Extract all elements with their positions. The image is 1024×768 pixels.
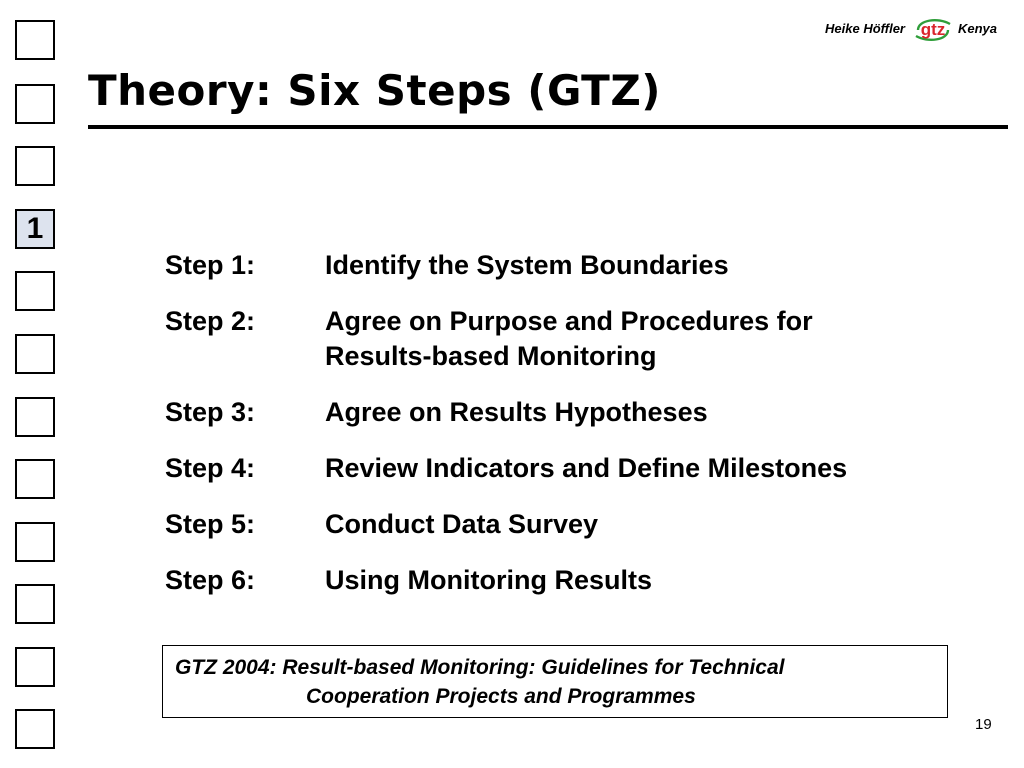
- step-text: Using Monitoring Results: [325, 565, 652, 595]
- step-text: Agree on Results Hypotheses: [325, 397, 708, 427]
- steps-list: [165, 248, 965, 598]
- nav-box[interactable]: [15, 84, 55, 124]
- step-item: [165, 395, 965, 430]
- nav-box[interactable]: [15, 20, 55, 60]
- nav-box[interactable]: [15, 146, 55, 186]
- step-text: Conduct Data Survey: [325, 509, 599, 539]
- step-label: Step 6:: [165, 565, 256, 595]
- author-location: Kenya: [958, 21, 998, 36]
- step-item: [165, 304, 965, 374]
- gtz-logo: [910, 18, 956, 42]
- step-text-line2: Results-based Monitoring: [325, 341, 657, 371]
- nav-box[interactable]: [15, 584, 55, 624]
- step-label: Step 3:: [165, 397, 256, 427]
- nav-box[interactable]: [15, 522, 55, 562]
- title-underline: [88, 125, 1008, 129]
- nav-box[interactable]: [15, 271, 55, 311]
- nav-box[interactable]: [15, 647, 55, 687]
- nav-box[interactable]: [15, 709, 55, 749]
- step-label: Step 1:: [165, 250, 256, 280]
- nav-box[interactable]: [15, 397, 55, 437]
- step-item: [165, 563, 965, 598]
- step-item: [165, 248, 965, 283]
- step-text-line1: Agree on Purpose and Procedures for: [325, 306, 813, 336]
- author-header: [790, 18, 1010, 42]
- nav-box[interactable]: [15, 334, 55, 374]
- nav-box-active[interactable]: 1: [15, 209, 55, 249]
- step-item: [165, 507, 965, 542]
- step-label: Step 4:: [165, 453, 256, 483]
- nav-box[interactable]: [15, 459, 55, 499]
- step-text: Review Indicators and Define Milestones: [325, 453, 848, 483]
- logo-text: gtz: [920, 20, 946, 39]
- reference-line1: GTZ 2004: Result-based Monitoring: Guidelines for Technical: [175, 656, 785, 679]
- step-text: Identify the System Boundaries: [325, 250, 729, 280]
- step-label: Step 5:: [165, 509, 256, 539]
- page-number: 19: [975, 716, 992, 733]
- reference-box: [162, 645, 948, 718]
- reference-line2: Cooperation Projects and Programmes: [306, 685, 696, 708]
- slide-title: Theory: Six Steps (GTZ): [88, 66, 661, 115]
- author-name: Heike Höffler: [825, 21, 905, 36]
- step-label: Step 2:: [165, 306, 256, 336]
- step-item: [165, 451, 965, 486]
